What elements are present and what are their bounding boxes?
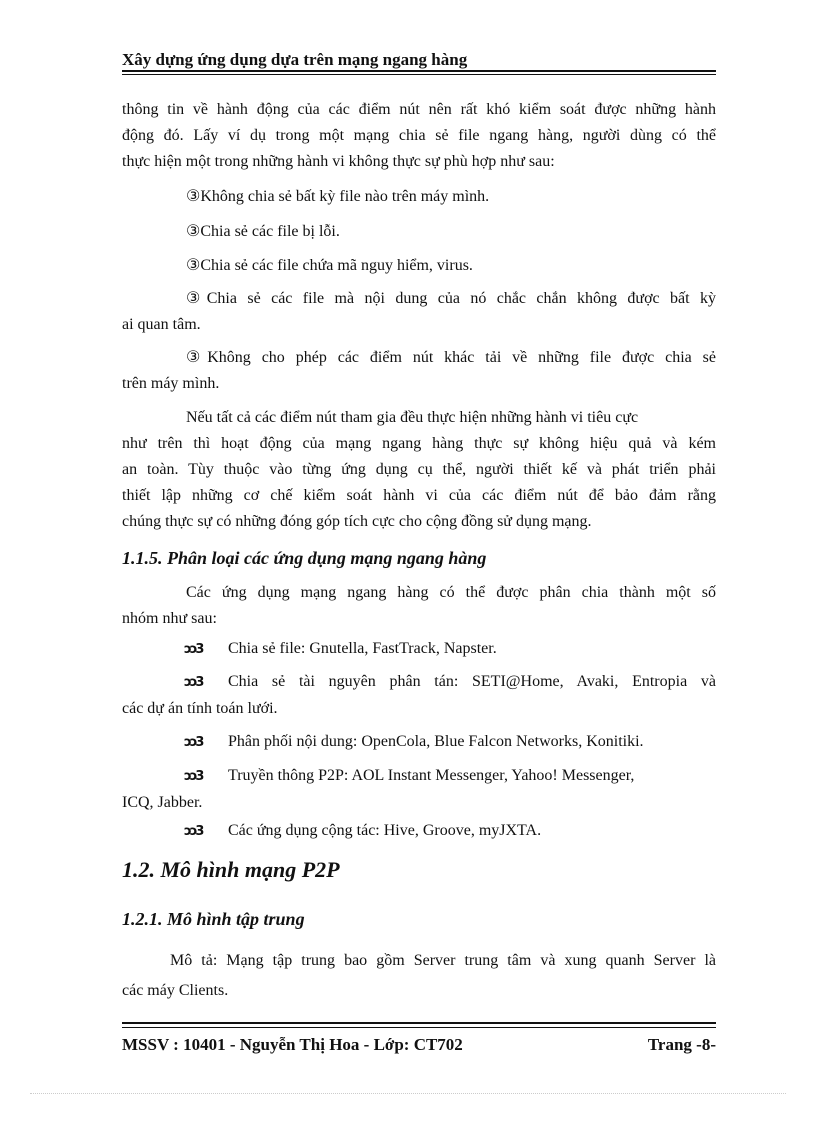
header-rule-thick	[122, 70, 716, 72]
list-item-text: Chia sẻ tài nguyên phân tán: SETI@Home, Avaki, Entropia và	[228, 673, 716, 690]
bullet-item	[122, 286, 716, 338]
section-heading-1-1-5: 1.1.5. Phân loại các ứng dụng mạng ngang hàng	[122, 548, 487, 568]
bullet-text: Chia sẻ các file chứa mã nguy hiểm, virus.	[200, 257, 473, 274]
circled-three-icon: ③	[186, 188, 201, 205]
list-item	[122, 636, 716, 663]
chain-link-icon: ↄↄ3	[184, 824, 203, 839]
list-item	[122, 729, 716, 756]
paragraph	[122, 580, 716, 632]
text-line: chúng thực sự có những đóng góp tích cực cho cộng đồng sử dụng mạng.	[122, 513, 592, 530]
list-item	[122, 818, 716, 845]
text-line: Nếu tất cả các điểm nút tham gia đều thực hiện những hành vi tiêu cực	[186, 409, 639, 426]
text-line: như trên thì hoạt động của mạng ngang hàng thực sự không hiệu quả và kém	[122, 435, 716, 452]
text-line: Các ứng dụng mạng ngang hàng có thể được phân chia thành một số	[186, 584, 716, 601]
list-item-text: các dự án tính toán lưới.	[122, 700, 278, 717]
text-line: nhóm như sau:	[122, 610, 217, 627]
header-rule-thin	[122, 74, 716, 75]
bullet-text: Không cho phép các điểm nút khác tải về những file được chia sẻ	[207, 349, 717, 366]
text-line: Mô tả: Mạng tập trung bao gồm Server trung tâm và xung quanh Server là	[170, 952, 716, 969]
list-item-text: Phân phối nội dung: OpenCola, Blue Falcon Networks, Konitiki.	[228, 733, 644, 750]
chain-link-icon: ↄↄ3	[184, 735, 203, 750]
bullet-item	[122, 184, 716, 210]
text-line: thông tin về hành động của các điểm nút nên rất khó kiểm soát được những hành	[122, 101, 716, 118]
list-item	[122, 763, 716, 816]
list-item-text: Chia sẻ file: Gnutella, FastTrack, Napster.	[228, 640, 497, 657]
section-heading-1-2: 1.2. Mô hình mạng P2P	[122, 857, 340, 882]
bullet-item	[122, 219, 716, 245]
circled-three-icon: ③	[186, 223, 201, 240]
bullet-item	[122, 345, 716, 397]
chain-link-icon: ↄↄ3	[184, 769, 203, 784]
text-line: thiết lập những cơ chế kiểm soát hành vi của các điểm nút để bảo đảm rằng	[122, 487, 716, 504]
bullet-text: ai quan tâm.	[122, 316, 201, 333]
circled-three-icon: ③	[186, 257, 201, 274]
list-item-text: Các ứng dụng cộng tác: Hive, Groove, myJXTA.	[228, 822, 542, 839]
section-heading-1-2-1: 1.2.1. Mô hình tập trung	[122, 909, 305, 929]
page-edge-divider	[30, 1093, 786, 1094]
circled-three-icon: ③	[186, 349, 208, 366]
list-item	[122, 669, 716, 722]
footer-rule-thick	[122, 1022, 716, 1024]
bullet-text: Chia sẻ các file mà nội dung của nó chắc chắn không được bất kỳ	[206, 290, 717, 307]
chain-link-icon: ↄↄ3	[184, 675, 203, 690]
text-line: các máy Clients.	[122, 982, 229, 999]
paragraph	[122, 946, 716, 1006]
list-item-text: ICQ, Jabber.	[122, 794, 203, 811]
paragraph	[122, 405, 716, 535]
text-line: động đó. Lấy ví dụ trong một mạng chia sẻ file ngang hàng, người dùng có thể	[122, 127, 716, 144]
chain-link-icon: ↄↄ3	[184, 642, 203, 657]
page-footer	[122, 1035, 716, 1055]
page-number: Trang -8-	[647, 1035, 716, 1054]
bullet-text: trên máy mình.	[122, 375, 220, 392]
list-item-text: Truyền thông P2P: AOL Instant Messenger, Yahoo! Messenger,	[228, 767, 635, 784]
bullet-item	[122, 253, 716, 279]
text-line: thực hiện một trong những hành vi không thực sự phù hợp như sau:	[122, 153, 555, 170]
intro-paragraph	[122, 97, 716, 175]
text-line: an toàn. Tùy thuộc vào từng ứng dụng cụ thể, người thiết kế và phát triển phải	[122, 461, 716, 478]
circled-three-icon: ③	[186, 290, 207, 307]
running-header: Xây dựng ứng dụng dựa trên mạng ngang hàng	[122, 50, 468, 69]
bullet-text: Chia sẻ các file bị lỗi.	[200, 223, 340, 240]
bullet-text: Không chia sẻ bất kỳ file nào trên máy mình.	[200, 188, 490, 205]
footer-rule-thin	[122, 1027, 716, 1028]
footer-student-info: MSSV : 10401 - Nguyễn Thị Hoa - Lớp: CT702	[122, 1035, 463, 1054]
